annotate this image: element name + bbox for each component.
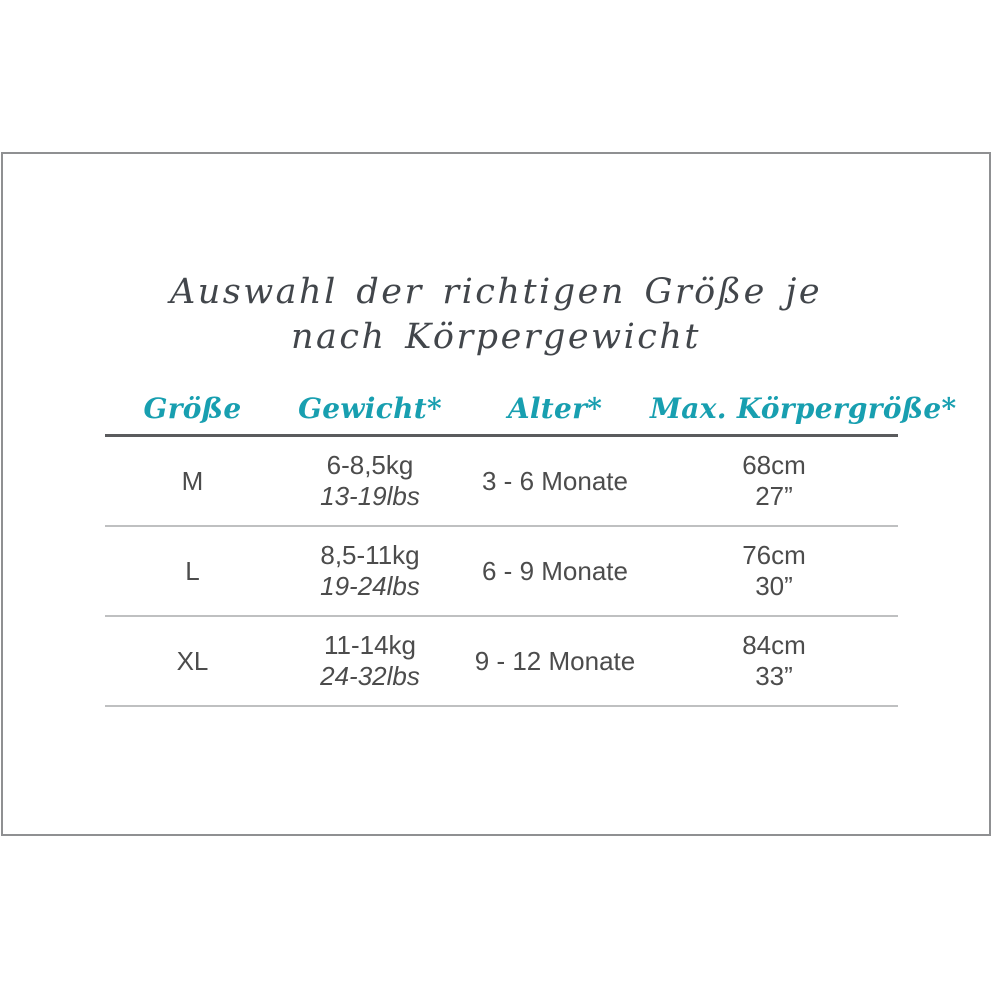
title-line-1: Auswahl der richtigen Größe je [169, 272, 823, 312]
cell-size: XL [105, 616, 280, 706]
header-weight: Gewicht* [280, 392, 460, 436]
size-guide-image-frame [1, 152, 991, 836]
height-cm: 68cm [742, 450, 806, 480]
table-row-l [105, 526, 898, 616]
weight-kg: 11-14kg [323, 630, 417, 660]
header-max-height: Max. Körpergröße* [650, 392, 898, 436]
weight-lbs: 13-19lbs [320, 481, 420, 511]
height-inches: 33” [755, 661, 793, 691]
size-table [105, 392, 957, 707]
weight-lbs: 19-24lbs [320, 571, 420, 601]
cell-age: 6 - 9 Monate [460, 526, 650, 616]
table-row-m [105, 436, 898, 527]
height-inches: 27” [755, 481, 793, 511]
cell-max-height [650, 436, 898, 527]
height-inches: 30” [755, 571, 793, 601]
size-table-header-row [105, 392, 898, 436]
weight-lbs: 24-32lbs [320, 661, 420, 691]
cell-weight [280, 436, 460, 527]
weight-kg: 6-8,5kg [326, 450, 414, 480]
cell-size: M [105, 436, 280, 527]
cell-size: L [105, 526, 280, 616]
header-size: Größe [105, 392, 280, 436]
weight-kg: 8,5-11kg [320, 540, 420, 570]
cell-weight [280, 526, 460, 616]
table-row-xl [105, 616, 898, 706]
cell-weight [280, 616, 460, 706]
cell-age: 3 - 6 Monate [460, 436, 650, 527]
height-cm: 84cm [742, 630, 806, 660]
title-line-2: nach Körpergewicht [290, 317, 701, 357]
cell-max-height [650, 616, 898, 706]
header-age: Alter* [460, 392, 650, 436]
cell-age: 9 - 12 Monate [460, 616, 650, 706]
size-guide-title [3, 270, 989, 360]
cell-max-height [650, 526, 898, 616]
height-cm: 76cm [742, 540, 806, 570]
